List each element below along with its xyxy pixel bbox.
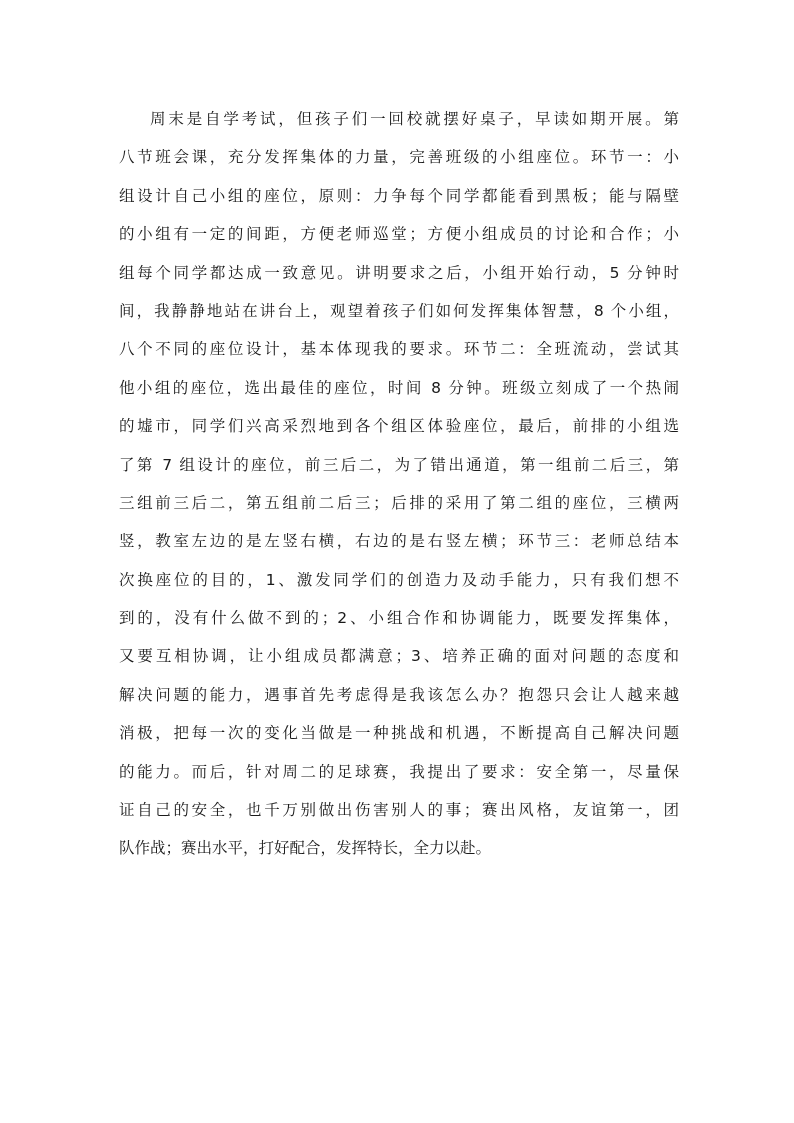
paragraph-line: 他小组的座位，选出最佳的座位，时间 8 分钟。班级立刻成了一个热闹 bbox=[119, 378, 679, 397]
paragraph-line: 八个不同的座位设计，基本体现我的要求。环节二：全班流动，尝试其 bbox=[119, 340, 679, 359]
paragraph-line: 的墟市，同学们兴高采烈地到各个组区体验座位，最后，前排的小组选 bbox=[119, 417, 679, 436]
paragraph-line: 解决问题的能力，遇事首先考虑得是我该怎么办？抱怨只会让人越来越 bbox=[119, 685, 679, 704]
paragraph-line: 周末是自学考试，但孩子们一回校就摆好桌子，早读如期开展。第 bbox=[150, 110, 679, 128]
paragraph-line: 了第 7 组设计的座位，前三后二，为了错出通道，第一组前二后三，第 bbox=[119, 455, 679, 474]
paragraph-line: 又要互相协调，让小组成员都满意；3、培养正确的面对问题的态度和 bbox=[119, 647, 679, 666]
paragraph-line: 的能力。而后，针对周二的足球赛，我提出了要求：安全第一，尽量保 bbox=[119, 762, 679, 781]
body-paragraph bbox=[119, 104, 679, 872]
paragraph-line: 间，我静静地站在讲台上，观望着孩子们如何发挥集体智慧，8 个小组， bbox=[119, 301, 679, 320]
paragraph-line: 消极，把每一次的变化当做是一种挑战和机遇，不断提高自己解决问题 bbox=[119, 724, 679, 743]
paragraph-line: 八节班会课，充分发挥集体的力量，完善班级的小组座位。环节一：小 bbox=[119, 148, 679, 167]
paragraph-line: 组设计自己小组的座位，原则：力争每个同学都能看到黑板；能与隔壁 bbox=[119, 186, 679, 205]
paragraph-line: 三组前三后二，第五组前二后三；后排的采用了第二组的座位，三横两 bbox=[119, 493, 679, 512]
paragraph-line: 次换座位的目的，1、激发同学们的创造力及动手能力，只有我们想不 bbox=[119, 570, 679, 589]
paragraph-line: 的小组有一定的间距，方便老师巡堂；方便小组成员的讨论和合作；小 bbox=[119, 225, 679, 244]
paragraph-line: 队作战；赛出水平，打好配合，发挥特长，全力以赴。 bbox=[119, 839, 492, 858]
paragraph-line: 组每个同学都达成一致意见。讲明要求之后，小组开始行动，5 分钟时 bbox=[119, 263, 679, 282]
paragraph-line: 到的，没有什么做不到的；2、小组合作和协调能力，既要发挥集体， bbox=[119, 609, 679, 628]
paragraph-line: 证自己的安全，也千万别做出伤害别人的事；赛出风格，友谊第一，团 bbox=[119, 801, 679, 820]
paragraph-line: 竖，教室左边的是左竖右横，右边的是右竖左横；环节三：老师总结本 bbox=[119, 532, 679, 551]
